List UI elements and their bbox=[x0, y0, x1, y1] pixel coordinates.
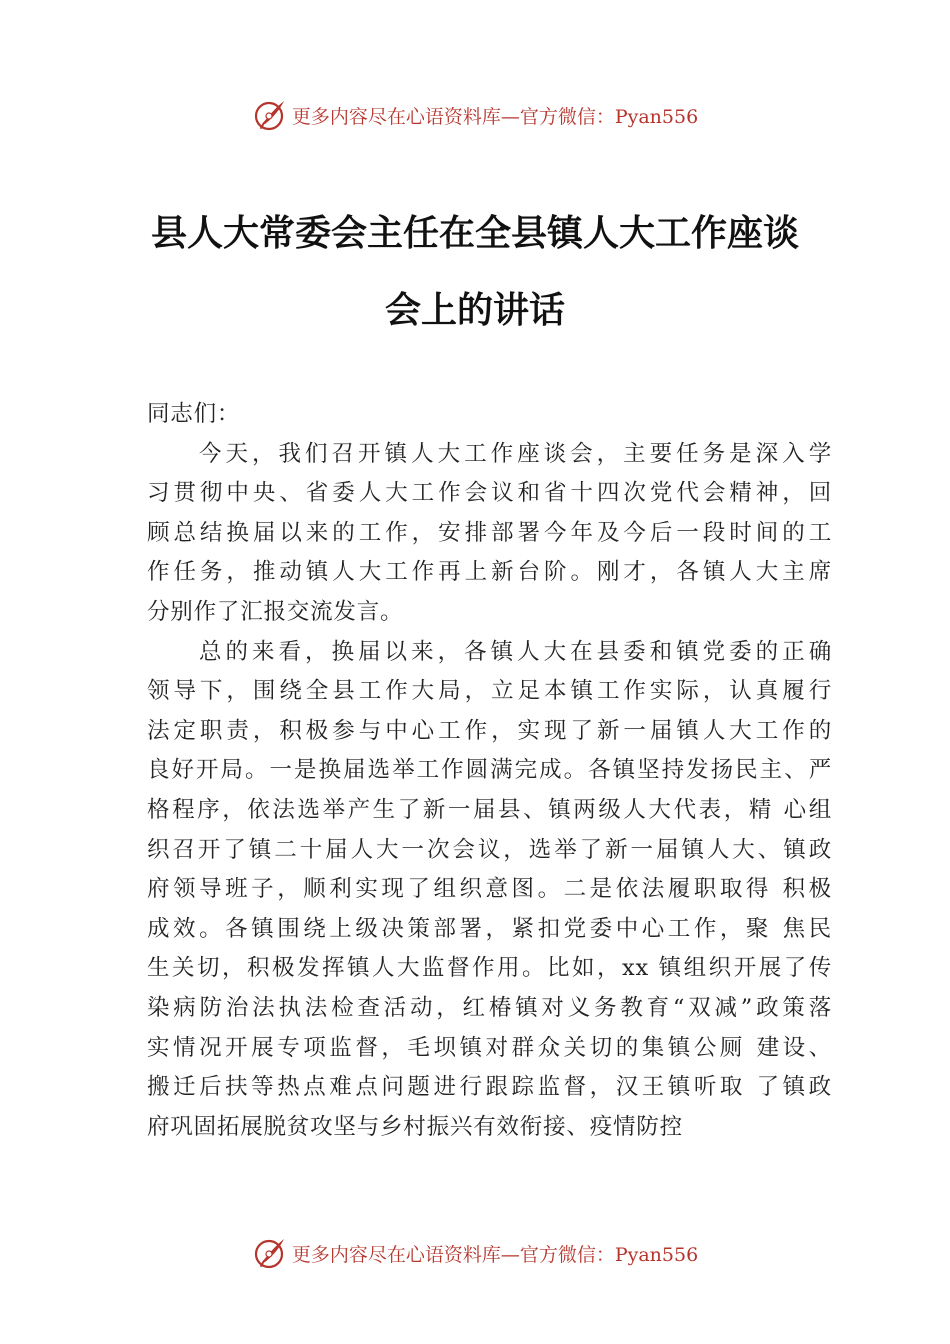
paragraph-line: 今天，我们召开镇人大工作座谈会，主要任务是深入学 bbox=[199, 440, 832, 467]
paragraph-line: 生关切，积极发挥镇人大监督作用。比如，xx 镇组织开展了传 bbox=[147, 955, 832, 982]
paragraph-line: 织召开了镇二十届人大一次会议，选举了新一届镇人大、镇政 bbox=[147, 836, 832, 863]
header-banner bbox=[0, 95, 950, 135]
banner-wechat-id: Pyan556 bbox=[614, 1243, 699, 1266]
document-body bbox=[147, 395, 832, 1147]
banner-text bbox=[292, 1240, 698, 1267]
paragraph-line: 习贯彻中央、省委人大工作会议和省十四次党代会精神，回 bbox=[147, 480, 832, 507]
paragraph-line: 染病防治法执法检查活动，红椿镇对义务教育“双减”政策落 bbox=[147, 994, 832, 1021]
paragraph-line: 府巩固拓展脱贫攻坚与乡村振兴有效衔接、疫情防控 bbox=[147, 1113, 683, 1140]
paragraph-line: 领导下，围绕全县工作大局，立足本镇工作实际，认真履行 bbox=[147, 678, 832, 705]
paragraph-line: 良好开局。一是换届选举工作圆满完成。各镇坚持发扬民主、严 bbox=[147, 757, 832, 784]
document-title-line-1: 县人大常委会主任在全县镇人大工作座谈 bbox=[150, 212, 799, 254]
paragraph-line: 顾总结换届以来的工作，安排部署今年及今后一段时间的工 bbox=[147, 519, 832, 546]
salutation: 同志们： bbox=[147, 401, 241, 427]
paragraph-line: 分别作了汇报交流发言。 bbox=[147, 598, 404, 625]
quill-pen-logo-icon bbox=[252, 97, 288, 133]
paragraph-line: 总的来看，换届以来，各镇人大在县委和镇党委的正确 bbox=[199, 638, 832, 665]
paragraph-line: 法定职责，积极参与中心工作，实现了新一届镇人大工作的 bbox=[147, 717, 832, 744]
paragraph-line: 实情况开展专项监督，毛坝镇对群众关切的集镇公厕 建设、 bbox=[147, 1034, 832, 1061]
paragraph-line: 格程序，依法选举产生了新一届县、镇两级人大代表，精 心组 bbox=[147, 796, 832, 823]
document-title-line-2: 会上的讲话 bbox=[384, 289, 565, 331]
paragraph-line: 府领导班子，顺利实现了组织意图。二是依法履职取得 积极 bbox=[147, 876, 832, 903]
paragraph-line: 作任务，推动镇人大工作再上新台阶。刚才，各镇人大主席 bbox=[147, 559, 832, 586]
banner-wechat-id: Pyan556 bbox=[614, 105, 699, 128]
paragraph-line: 搬迁后扶等热点难点问题进行跟踪监督，汉王镇听取 了镇政 bbox=[147, 1074, 832, 1101]
footer-banner bbox=[0, 1233, 950, 1273]
quill-pen-logo-icon bbox=[252, 1235, 288, 1271]
banner-label: 更多内容尽在心语资料库—官方微信： bbox=[291, 1243, 615, 1266]
paragraph-line: 成效。各镇围绕上级决策部署，紧扣党委中心工作，聚 焦民 bbox=[147, 915, 832, 942]
banner-text bbox=[292, 102, 698, 129]
banner-label: 更多内容尽在心语资料库—官方微信： bbox=[291, 105, 615, 128]
